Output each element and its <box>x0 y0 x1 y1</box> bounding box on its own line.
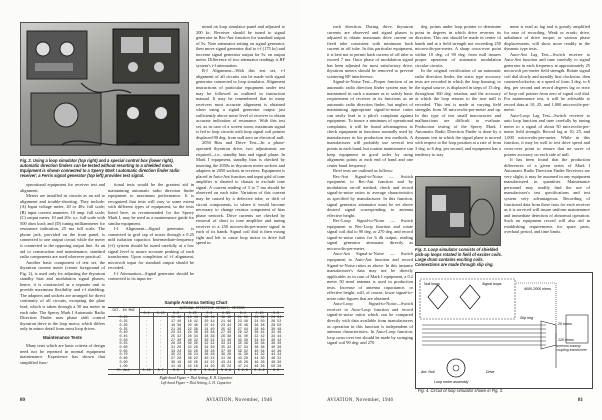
table-cell: 22 42 <box>201 325 218 329</box>
table-cell: 30 44 <box>251 332 268 336</box>
table-cell: · <box>154 321 168 325</box>
antenna-setting-chart <box>108 300 284 385</box>
paragraph: Brief tests are outlined as follows: <box>333 168 394 174</box>
group-header: ANTENNA EFFECTIVE HEIGHT, METERS <box>140 308 284 313</box>
table-cell: 17 40 <box>168 321 185 325</box>
table-cell: 29 42 <box>234 332 251 336</box>
column-header: 0.35 <box>218 312 235 317</box>
paragraph: deg. points under loop pointer to determine point in degrees in which drive reverses its direction. This test should be made in center of bands and at a field strength not exceeding 250 microvolts-per-meter. A sharp cross-over point within 10 deg. of 90 deg. from null insures proper operation of automatic modulation circular circuits. <box>415 24 501 68</box>
table-cell: 5 2.2 <box>251 370 268 375</box>
paragraph: 2050 Bias and Drive Test—In a phase-operated thyratron drive, two adjustments are required—i.e., standby bias and signal phase. In Mark I equipment, standby bias is checked by inserting the 2050s in thyratron meter sockets and adapters in 2050 sockets in receiver. Equipment is placed in Auto-Ant function and input grid of tone amplifier is shorted to chassis to exclude tone signal. A current reading of 3 to 7 ma should be observed on each tube. Variation of this current may be caused by a defective tube, or drift of circuit components, to where it would become necessary to change resistor component of bias phase network. Drive currents are checked by removal of short to tone amplifier and tuning receiver to a 250 microvolts-per-meter signal in each of its bands. Signal coil dial is then swung right and left to cause loop motor to drive full speed in <box>196 140 285 246</box>
table-cell: 0.30 <box>119 323 128 328</box>
right-page <box>300 0 602 420</box>
table-cell: 31 26 <box>168 347 185 351</box>
table-cell: 40 20 <box>184 362 201 366</box>
paragraph: I-f Attenuation—Signal generator should be connected to its input ter- <box>108 270 194 282</box>
table-cell: 36 28 <box>201 351 218 355</box>
test-equipment-illustration <box>21 23 188 155</box>
table-cell: · <box>140 321 154 325</box>
table-cell: 28 36 <box>201 336 218 340</box>
table-cell: 40 24 <box>201 358 218 362</box>
figure-3-caption: Fig. 3. Loop simulator consists of shielded pick-up loops rotated in field of exciter coils. Large drum contains exciting coils. Connections are made through slip ring. <box>415 247 502 267</box>
table-cell: · <box>154 343 168 347</box>
paragraph: I-f Alignment—Signal generator is connected to grid cap of mixer through a 0.25 mfd isolation capacitor. Intermediate-frequency (i-f) system should be tuned carefully at a low signal level to assure accurate peaking of each transformer. Upon completion of i-f alignment, microvolt input for standard output should be recorded. <box>108 226 194 271</box>
table-cell: · <box>140 354 154 358</box>
table-footnote: Left-hand Figure = Dial Setting, L. H. Capacitor <box>160 381 232 386</box>
table-cell: 44 20 <box>201 366 218 370</box>
table-cell: 40 38 <box>268 347 284 351</box>
table-cell: 43 28 <box>234 358 251 362</box>
table-cell: · <box>140 340 154 344</box>
table-cell: · <box>154 329 168 333</box>
table-cell: 42 32 <box>251 354 268 358</box>
table-cell: 35 36 <box>234 343 251 347</box>
paragraph: ment is read as lag and is greatly amplified for ease of recording. Weak or erratic drive, unbalance of drive torque, or various phase displacements, will show more readily in the dynamic type tests. <box>504 24 590 52</box>
table-cell: 5 5 <box>168 370 185 375</box>
table-cell: 0.45 <box>119 334 128 339</box>
table-cell: 0.20 <box>119 316 128 321</box>
paragraph: Meters are installed in circuits as an aid to alignment and trouble-shooting. They include: (A) Input voltage meter, 20 or 40v. full scale; (B) input current ammeter, 10 amp. full scale; (C) output meter, 10 and 20v. a.c. full scale with 500 ohm load; and (D) tuning milliammeter for resonance indication, 25 ma full scale. The phone jack, provided on the front panel, is connected to one output circuit while the meter is connected to the opposing output line. As an aid to construction and maintenance, standard radio components are used wherever practical. <box>20 193 105 260</box>
table-cell: 28 50 <box>268 325 284 329</box>
table-cell: · <box>154 332 168 336</box>
running-footer: AVIATION, November, 1946 <box>206 398 273 403</box>
right-column-3 <box>504 24 590 264</box>
table-cell: 0.90 <box>119 360 128 365</box>
table-cell: 36 24 <box>184 354 201 358</box>
paragraph: Rec-Loop Signal-to-Noise — Switch equipment to Rec-Loop function and rotate signal coil dial to 90 deg. or 270 deg. and record signal-to-noise ratios for 6 db output, reading signal generator attenuator directly as microvolts-per-meter. <box>327 218 413 251</box>
table-cell: 23 48 <box>234 321 251 325</box>
paragraph: Auto-Ant Lag Test—Switch receiver to Auto-Ant function and tune carefully to signal generator in each frequency at approximately 25 microvolt per-meter field strength. Rotate signal coil dial slowly and steadily first clockwise, then counterclockwise, at a speed of from 3 deg. to 6 deg. per second and record degrees lag or error of loop coil pointer from zero of signal coil dial. For maintenance test, it will be advisable to record data at 10, 25, and 1,000 microvolts-per-meter. <box>504 51 590 113</box>
table-cell: 34 40 <box>251 340 268 344</box>
figure-2-photo <box>20 22 189 156</box>
column-header: 0.2 <box>168 312 185 317</box>
table-cell: 40 34 <box>251 351 268 355</box>
table-cell: 26 52 <box>268 321 284 325</box>
table-cell: 29 38 <box>218 336 235 340</box>
table-cell: · <box>154 358 168 362</box>
table-cell: 26 34 <box>184 336 201 340</box>
table-row <box>108 370 284 375</box>
left-page <box>0 0 300 420</box>
paragraph: R-f Alignment—With this test set, r-f alignment of all circuits can be made with signal generator connected to loop simulator. Alignment instructions of particular equipment under test may be followed as outlined in instruction manual. It may be remembered that in many receivers most accurate alignment is obtained when using a signal generator output just sufficiently above noise level of receiver to obtain accurate indication of resonance. With this test set, as in case of a screen room, maximum signal is fed to loop circuits with loop signal coil pointer displaced 90 deg. from null zero on electrical null. <box>196 68 285 140</box>
table-cell: 0.35 <box>119 327 128 332</box>
paragraph: It has been found that the production differences of a given series of Mark I Automatic Radio Direction Finder Receivers are very slight; it may be assumed in any equipment manufactured in quantities. Maintenance personnel may readily find the use of manufacturer's test specifications and test system very advantageous. Recording of functional data from these tests for each receiver as it is serviced will insure uniform maintenance and immediate detection of abnormal operation. Such an equipment record will also aid in establishing requirements for spare parts, overhaul period, and time limits. <box>504 157 590 235</box>
table-cell: 42 36 <box>268 351 284 355</box>
table-cell: · <box>154 317 168 321</box>
table-cell: 18 46 <box>201 317 218 321</box>
table-cell: 0.70 <box>119 353 128 358</box>
circuit-label: 120 ohms <box>558 338 574 342</box>
table-cell: 37 34 <box>234 347 251 351</box>
table-cell: 30 30 <box>184 343 201 347</box>
table-cell: 44 34 <box>268 354 284 358</box>
table-cell: 32 32 <box>201 343 218 347</box>
running-footer: AVIATION, November, 1946 <box>327 398 394 403</box>
table-cell: · <box>154 354 168 358</box>
table-cell: 47 24 <box>234 366 251 370</box>
table-cell: 36 38 <box>251 343 268 347</box>
table-cell: 39 18 <box>168 362 185 366</box>
table-cell: · <box>154 347 168 351</box>
table-cell: 33 24 <box>168 351 185 355</box>
table-cell: 23 34 <box>168 332 185 336</box>
table-cell: 44 30 <box>251 358 268 362</box>
table-cell: · <box>140 358 154 362</box>
table-cell: 43 24 <box>218 362 235 366</box>
right-column-2 <box>415 24 501 172</box>
table-cell: · <box>140 343 154 347</box>
paragraph: Auto-Loop Lag Test—Switch receiver to auto loop function and tune carefully by tuning meter to a signal of about 50 microvolts-per-meter field strength. Record lag at 10, 25, and 1,000 microvolts-per-meter. While in this function, it may be well to test drive speed and cross-over point to ensure that no wave of pointer accuracy on each side of null. <box>504 112 590 157</box>
table-cell: 48 26 <box>251 366 268 370</box>
table-cell: 5 10 <box>140 370 154 375</box>
table-cell: 38 22 <box>184 358 201 362</box>
table-cell: 23 44 <box>218 325 235 329</box>
table-cell: 35 32 <box>218 347 235 351</box>
table-cell: 32 46 <box>268 332 284 336</box>
table-cell: 21 46 <box>218 321 235 325</box>
table-cell: 39 28 <box>218 354 235 358</box>
paragraph: tional tests would be the greatest aid in maintaining automatic radio direction finder equipment to maximum performance. It is recognized that tests will vary to some extent with different types of equipment; so the tests listed here, as recommended for the Sperry Mark I, may be used as a maintenance guide for similar equipment. <box>108 182 194 226</box>
table-cell: 16 44 <box>184 317 201 321</box>
table-cell: 34 30 <box>201 347 218 351</box>
column-header: 0.45 <box>251 312 268 317</box>
paragraph: each direction. During drive, thyratron currents are observed and signal phases is adjusted to obtain maximum drive current on fixed tube consistent with minimum back current in off tube. In this particular equipment, it is best not to permit back current of off tube to exceed 7 ma. Once phase of modulation signal has been adjusted for most satisfactory drive, thyratron meters should be removed to prevent scattering RF interference. <box>327 24 413 79</box>
right-column-1 <box>327 24 413 394</box>
table-cell: 38 36 <box>251 347 268 351</box>
figure-3-photo <box>415 176 501 246</box>
table-cell: · <box>140 347 154 351</box>
loop-simulator-illustration <box>416 177 500 245</box>
table-cell: 42 18 <box>184 366 201 370</box>
table-cell: 25 46 <box>234 325 251 329</box>
paragraph: Auto-Loop Signal-to-Noise—Switch receiver to Auto-Loop function and record signal-to-noise ratios which can be compared directly with data available from manufacturers as operation in this function is independent of antenna characteristics. In Auto-Loop function, loop cross-over test should be made by swinging signal coil 90 deg. and 270 <box>327 301 413 346</box>
section-heading: Maintenance Tests <box>43 334 82 340</box>
table-cell: · <box>154 351 168 355</box>
table-cell: 27 40 <box>218 332 235 336</box>
circuit-label: Slip ring <box>520 316 533 320</box>
table-cell: 46 28 <box>251 362 268 366</box>
table-cell: 50 28 <box>268 366 284 370</box>
table-cell: 5 3.8 <box>201 370 218 375</box>
column-header: 0.5 <box>268 312 284 317</box>
table-cell: 28 46 <box>251 329 268 333</box>
table-cell: 21 36 <box>168 329 185 333</box>
table-cell: · <box>140 336 154 340</box>
table-cell: 5 4 <box>184 370 201 375</box>
table-cell: 5 7 <box>154 370 168 375</box>
column-header: 0.3 <box>201 312 218 317</box>
table-cell: 0.55 <box>119 342 128 347</box>
table-cell: 32 28 <box>184 347 201 351</box>
table-cell: · <box>140 366 154 370</box>
table-cell: M. Ant <box>108 370 140 375</box>
table-cell: 41 16 <box>168 366 185 370</box>
table-cell: 19 48 <box>218 317 235 321</box>
table-cell: 25 32 <box>168 336 185 340</box>
antenna-table <box>108 307 284 375</box>
table-cell: 22 38 <box>184 329 201 333</box>
paragraph: Signal-to-Noise Test—Proper function of an automatic radio direction finder system may be maintained in such a manner as to satisfy basic requirement of receiver in its functions as an automatic radio direction finder, but neglect of maintaining appropriate signal-to-noise ratios can easily lead to a pilot's complaint against equipment. To insure a minimum of operational complaints, it will be found advantageous to check equipment in functions normally used by manufacturer in his production test methods. A manufacturer will probably use several test points in each band, but routine maintenance can keep equipment in good order by using alignment points at each end of band and one center band frequency. <box>327 79 413 168</box>
left-column-1 <box>20 182 105 394</box>
table-cell: 31 40 <box>234 336 251 340</box>
paragraph: In the original certification of an automatic radio direction finder, the static type accuracy tests are recorded in which the loop housing, or the signal source, is displaced in steps of 15 deg. throughout 360 deg. rotation, and the accuracy at which the loop returns to the true null is recorded. This test is made at varying field strengths from 50 microvolts-per-meter and up. In this type of test small inaccuracies and malfunctions are difficult to evaluate. Production testing of the Sperry Mark I Automatic Radio Direction Finder is done by a dynamic test in which the signal plane is moved with respect to the loop position at a rate of from 3 deg. to 6 deg. per second, and equipment has a tendency to stay <box>415 68 501 157</box>
table-cell: 24 40 <box>201 329 218 333</box>
circuit-label: Loop motor assembly <box>434 380 469 384</box>
table-cell: 26 48 <box>251 325 268 329</box>
table-cell: 19 38 <box>168 325 185 329</box>
table-cell: 5 2.5 <box>234 370 251 375</box>
paragraph: Another basic component of test set, the thyratron current meter (center foreground of Fig. 2), is used only for adjusting the thyratron standby bias and modulation signal phases; hence, it is constructed as a separate unit to provide maximum flexibility and r-f shielding. The adapters and sockets are arranged for direct continuity of all circuits, excepting the plate lead, which is taken through a 50 ma meter in each tube. The Sperry Mark I Automatic Radio Direction Finder uses phase shift control thyratron drive to the loop motor, which differs only in minor detail from most loop drives. <box>20 259 105 332</box>
table-cell: · <box>154 362 168 366</box>
figure-4-caption: Fig. 4. Circuit of loop simulator shown in Fig. 3. <box>418 388 504 393</box>
table-cell: 48 30 <box>268 362 284 366</box>
paragraph: Auto-Ant Signal-to-Noise — Switch equipment to Auto-Ant function and record Signal-to-Noise ratios as above. In this instance manufacturer's data may not be directly applicable; as in case of Mark I equipment, a 0.2 meter 50 mmf antenna is used in production tests. Increase of antenna capacitance, or effective height, will, of course, lower signal-to-noise ratio figures that are obtained. <box>327 251 413 301</box>
table-cell: 15 42 <box>168 317 185 321</box>
table-cell: 29 28 <box>168 343 185 347</box>
figure-2-caption: Fig. 2. Using a loop simulator (top right) and a special control box (lower right), automatic direction finders can be tested without resorting to a shielded room. Equipment is shown connected to a Sperry Mark I automatic direction finder radio receiver; a Ferris signal generator (top left) provides test signal. <box>20 158 180 178</box>
table-cell: 20 40 <box>184 325 201 329</box>
table-cell: 36 42 <box>268 340 284 344</box>
table-cell: · <box>140 351 154 355</box>
table-cell: 1.00 <box>119 364 128 369</box>
table-cell: 18 42 <box>184 321 201 325</box>
table-cell: 24 50 <box>251 321 268 325</box>
circuit-label: 20 ohms <box>558 322 572 326</box>
column-header: 0.25 <box>184 312 201 317</box>
table-cell: 32 42 <box>251 336 268 340</box>
table-cell: 46 32 <box>268 358 284 362</box>
table-cell: · <box>140 317 154 321</box>
page-number: 81 <box>578 398 583 403</box>
table-cell: 21 50 <box>234 317 251 321</box>
paragraph: Rec-Ant Signal-to-Noise — Switch equipment to Rec-Ant function and by modulation on-off method, check and record signal-to-noise ratios to average characteristics as specified by manufacturer. In this function, signal generator attenuator must be set above desired signal corresponding to antenna effective height. <box>327 173 413 218</box>
table-cell: 34 44 <box>268 336 284 340</box>
page-number: 80 <box>20 398 25 403</box>
table-cell: 0.60 <box>119 346 128 351</box>
table-cell: 45 26 <box>234 362 251 366</box>
table-cell: · <box>154 325 168 329</box>
table-cell: 0.50 <box>119 338 128 343</box>
table-cell: 27 30 <box>168 340 185 344</box>
table-cell: 38 26 <box>201 354 218 358</box>
table-footnote: Right-hand Figure = Dial Setting, R. H. Capacitor <box>159 375 233 380</box>
table-cell: 37 30 <box>218 351 235 355</box>
figure-4-circuit <box>415 272 593 389</box>
column-header: 0.4 <box>234 312 251 317</box>
table-cell: 0.65 <box>119 349 128 354</box>
table-cell: 38 40 <box>268 343 284 347</box>
table-cell: 25 42 <box>218 329 235 333</box>
table-cell: 42 22 <box>201 362 218 366</box>
circuit-label: Signal loops <box>482 282 502 286</box>
table-cell: 45 22 <box>218 366 235 370</box>
table-cell: 33 34 <box>218 343 235 347</box>
table-cell: 33 38 <box>234 340 251 344</box>
table-cell: 20 44 <box>201 321 218 325</box>
table-cell: 5 2.9 <box>218 370 235 375</box>
table-cell: 41 30 <box>234 354 251 358</box>
column-header: 0.15 <box>154 312 168 317</box>
table-cell: 5 2 <box>268 370 284 375</box>
left-column-2 <box>108 182 194 295</box>
row-header: CKT. IN MHZ <box>108 308 140 317</box>
table-cell: 30 34 <box>201 340 218 344</box>
table-cell: 41 26 <box>218 358 235 362</box>
table-cell: 37 20 <box>168 358 185 362</box>
paragraph: Many tests which are basic criteria of design need not be repeated in normal equipment maintenance. Experience has shown that simplified func- <box>20 343 105 365</box>
paragraph: operational equipment for receiver test and alignment. <box>20 182 105 193</box>
table-cell: 39 32 <box>234 351 251 355</box>
circuit-label: Drive <box>486 370 495 374</box>
table-cell: 0.25 <box>119 320 128 325</box>
table-cell: 24 54 <box>268 317 284 321</box>
table-cell: · <box>154 336 168 340</box>
table-cell: 0.80 <box>119 357 128 362</box>
table-cell: 31 36 <box>218 340 235 344</box>
circuit-label: Null loops <box>424 282 440 286</box>
table-cell: · <box>154 366 168 370</box>
table-title: Sample Antenna Setting Chart <box>164 300 228 305</box>
circuit-label: 4000-2000 ohms <box>524 287 551 291</box>
table-cell: 28 32 <box>184 340 201 344</box>
table-cell: 35 22 <box>168 354 185 358</box>
table-cell: 26 38 <box>201 332 218 336</box>
table-cell: 27 44 <box>234 329 251 333</box>
table-cell: · <box>140 332 154 336</box>
table-cell: · <box>140 362 154 366</box>
paragraph: minal on loop simulator panel and adjusted to 200 kc. Receiver should be tuned to signal generator in Rec-Ant function for standard output of 5v. Note attenuator setting on signal generator, then move signal generator dial to i-f (175 kc) and increase signal generator output for 5v. on output meter. Difference of two attenuator readings is RF system's i-f attenuation. <box>196 24 285 68</box>
circuit-label: Ant. Null <box>421 370 435 374</box>
table-cell: · <box>140 329 154 333</box>
left-column-3 <box>196 24 285 294</box>
table-cell: · <box>154 340 168 344</box>
table-cell: 22 52 <box>251 317 268 321</box>
table-cell: 34 26 <box>184 351 201 355</box>
circuit-diagram <box>416 273 592 388</box>
circuit-label: Antenna loading coupling transformer <box>556 345 587 352</box>
column-header: 0.1 <box>140 312 154 317</box>
table-cell: 0.40 <box>119 331 128 336</box>
table-cell: 24 36 <box>184 332 201 336</box>
table-cell: 30 48 <box>268 329 284 333</box>
table-cell: · <box>140 325 154 329</box>
